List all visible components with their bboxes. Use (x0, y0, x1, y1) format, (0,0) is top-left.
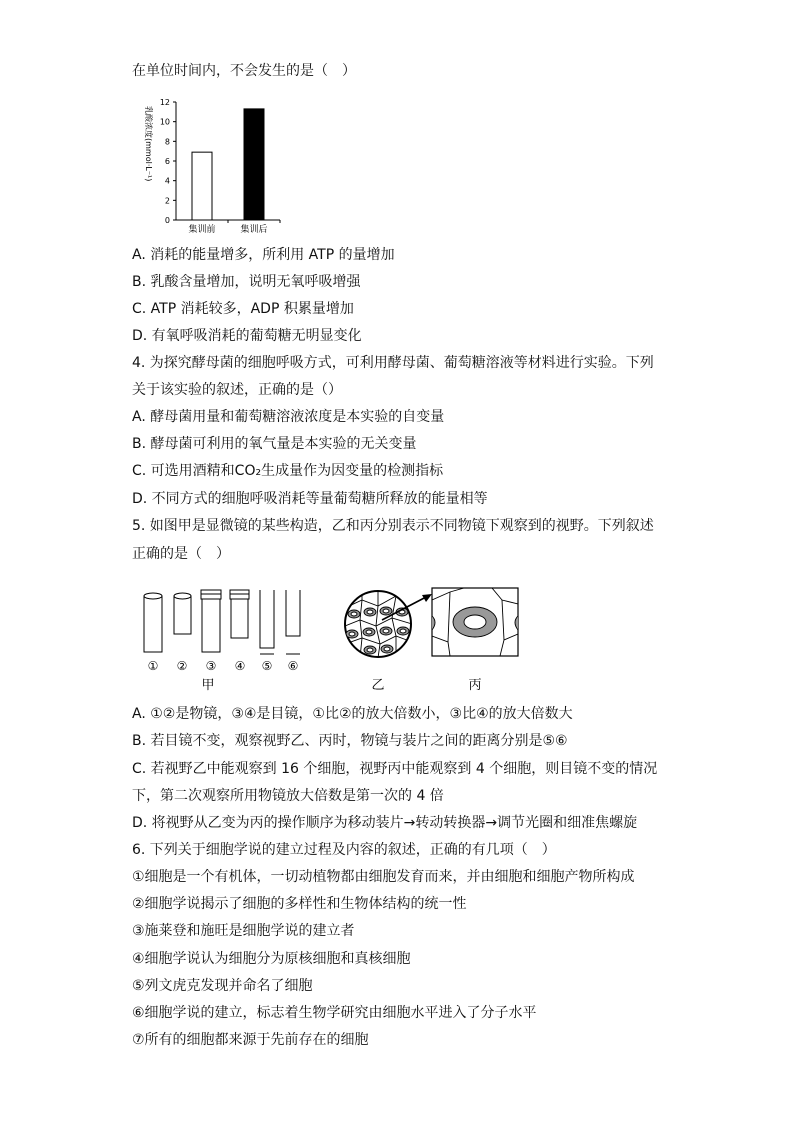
lens-4-short-objective (230, 590, 249, 638)
view-yi (345, 590, 432, 658)
y-tick-label: 8 (164, 137, 170, 147)
lactic-acid-chart (140, 98, 290, 238)
q3-stem: 在单位时间内，不会发生的是（ ） (132, 63, 356, 79)
microscope-figure (130, 586, 530, 696)
q6-stem: 6. 下列关于细胞学说的建立过程及内容的叙述，正确的有几项（ ） (132, 842, 556, 858)
q6-item-4: ④细胞学说认为细胞分为原核细胞和真核细胞 (132, 951, 411, 967)
label-num-1: ① (147, 659, 159, 673)
label-num-4: ④ (234, 659, 246, 673)
y-tick-label: 12 (159, 98, 170, 107)
q6-item-7: ⑦所有的细胞都来源于先前存在的细胞 (132, 1032, 369, 1048)
q5-option-d: D. 将视野从乙变为丙的操作顺序为移动装片→转动转换器→调节光圈和细准焦螺旋 (132, 815, 638, 831)
bar-2 (244, 109, 264, 220)
q5-option-c-line-2: 下，第二次观察所用物镜放大倍数是第一次的 4 倍 (132, 788, 444, 804)
q3-option-a: A. 消耗的能量增多，所利用 ATP 的量增加 (132, 247, 395, 263)
distance-6 (286, 590, 300, 654)
figure-label-bing: 丙 (468, 678, 482, 693)
q4-option-a: A. 酵母菌用量和葡萄糖溶液浓度是本实验的自变量 (132, 409, 445, 425)
view-bing (432, 588, 518, 656)
q3-option-d: D. 有氧呼吸消耗的葡萄糖无明显变化 (132, 328, 362, 344)
q6-item-6: ⑥细胞学说的建立，标志着生物学研究由细胞水平进入了分子水平 (132, 1005, 537, 1021)
x-category-label: 集训后 (240, 225, 268, 235)
y-tick-label: 0 (164, 216, 170, 225)
q5-option-b: B. 若目镜不变，观察视野乙、丙时，物镜与装片之间的距离分别是⑤⑥ (132, 733, 568, 749)
q5-option-c-line-1: C. 若视野乙中能观察到 16 个细胞，视野丙中能观察到 4 个细胞，则目镜不变的情况 (132, 761, 658, 777)
q6-item-5: ⑤列文虎克发现并命名了细胞 (132, 978, 313, 994)
y-tick-label: 6 (164, 157, 170, 166)
label-num-6: ⑥ (287, 659, 299, 673)
y-tick-label: 10 (159, 117, 170, 127)
figure-label-yi: 乙 (371, 678, 385, 693)
distance-5 (260, 590, 274, 654)
x-category-label: 集训前 (188, 225, 216, 235)
chart-ylabel (144, 106, 154, 181)
figure-label-jia: 甲 (201, 678, 215, 693)
y-tick-label: 4 (164, 176, 170, 186)
lens-3-long-objective (201, 590, 221, 652)
q5-option-a: A. ①②是物镜，③④是目镜，①比②的放大倍数小，③比④的放大倍数大 (132, 706, 573, 722)
q6-item-3: ③施莱登和施旺是细胞学说的建立者 (132, 923, 355, 939)
q3-option-b: B. 乳酸含量增加，说明无氧呼吸增强 (132, 274, 361, 290)
y-tick-label: 2 (164, 196, 170, 206)
y-axis-label: 乳酸浓度(mmol·L⁻¹) (144, 106, 153, 182)
q4-stem-line-1: 4. 为探究酵母菌的细胞呼吸方式，可利用酵母菌、葡萄糖溶液等材料进行实验。下列 (132, 355, 654, 371)
microscope-figure-svg (130, 586, 530, 696)
q4-stem-line-2: 关于该实验的叙述，正确的是（） (132, 382, 342, 398)
q6-item-2: ②细胞学说揭示了细胞的多样性和生物体结构的统一性 (132, 896, 467, 912)
label-num-2: ② (176, 659, 188, 673)
q5-stem-line-1: 5. 如图甲是显微镜的某些构造，乙和丙分别表示不同物镜下观察到的视野。下列叙述 (132, 518, 654, 534)
bar-1 (192, 152, 212, 220)
bar-chart-svg (140, 98, 290, 238)
label-num-5: ⑤ (261, 659, 273, 673)
lens-2-short-eyepiece (174, 593, 191, 634)
q3-option-c: C. ATP 消耗较多，ADP 积累量增加 (132, 301, 354, 317)
q4-option-b: B. 酵母菌可利用的氧气量是本实验的无关变量 (132, 436, 417, 452)
q5-stem-line-2: 正确的是（ ） (132, 546, 230, 562)
q6-item-1: ①细胞是一个有机体，一切动植物都由细胞发育而来，并由细胞和细胞产物所构成 (132, 869, 635, 885)
label-num-3: ③ (205, 659, 217, 673)
q4-option-d: D. 不同方式的细胞呼吸消耗等量葡萄糖所释放的能量相等 (132, 491, 488, 507)
q4-option-c: C. 可选用酒精和CO₂生成量作为因变量的检测指标 (132, 463, 444, 479)
lens-1-long-eyepiece (144, 593, 162, 652)
